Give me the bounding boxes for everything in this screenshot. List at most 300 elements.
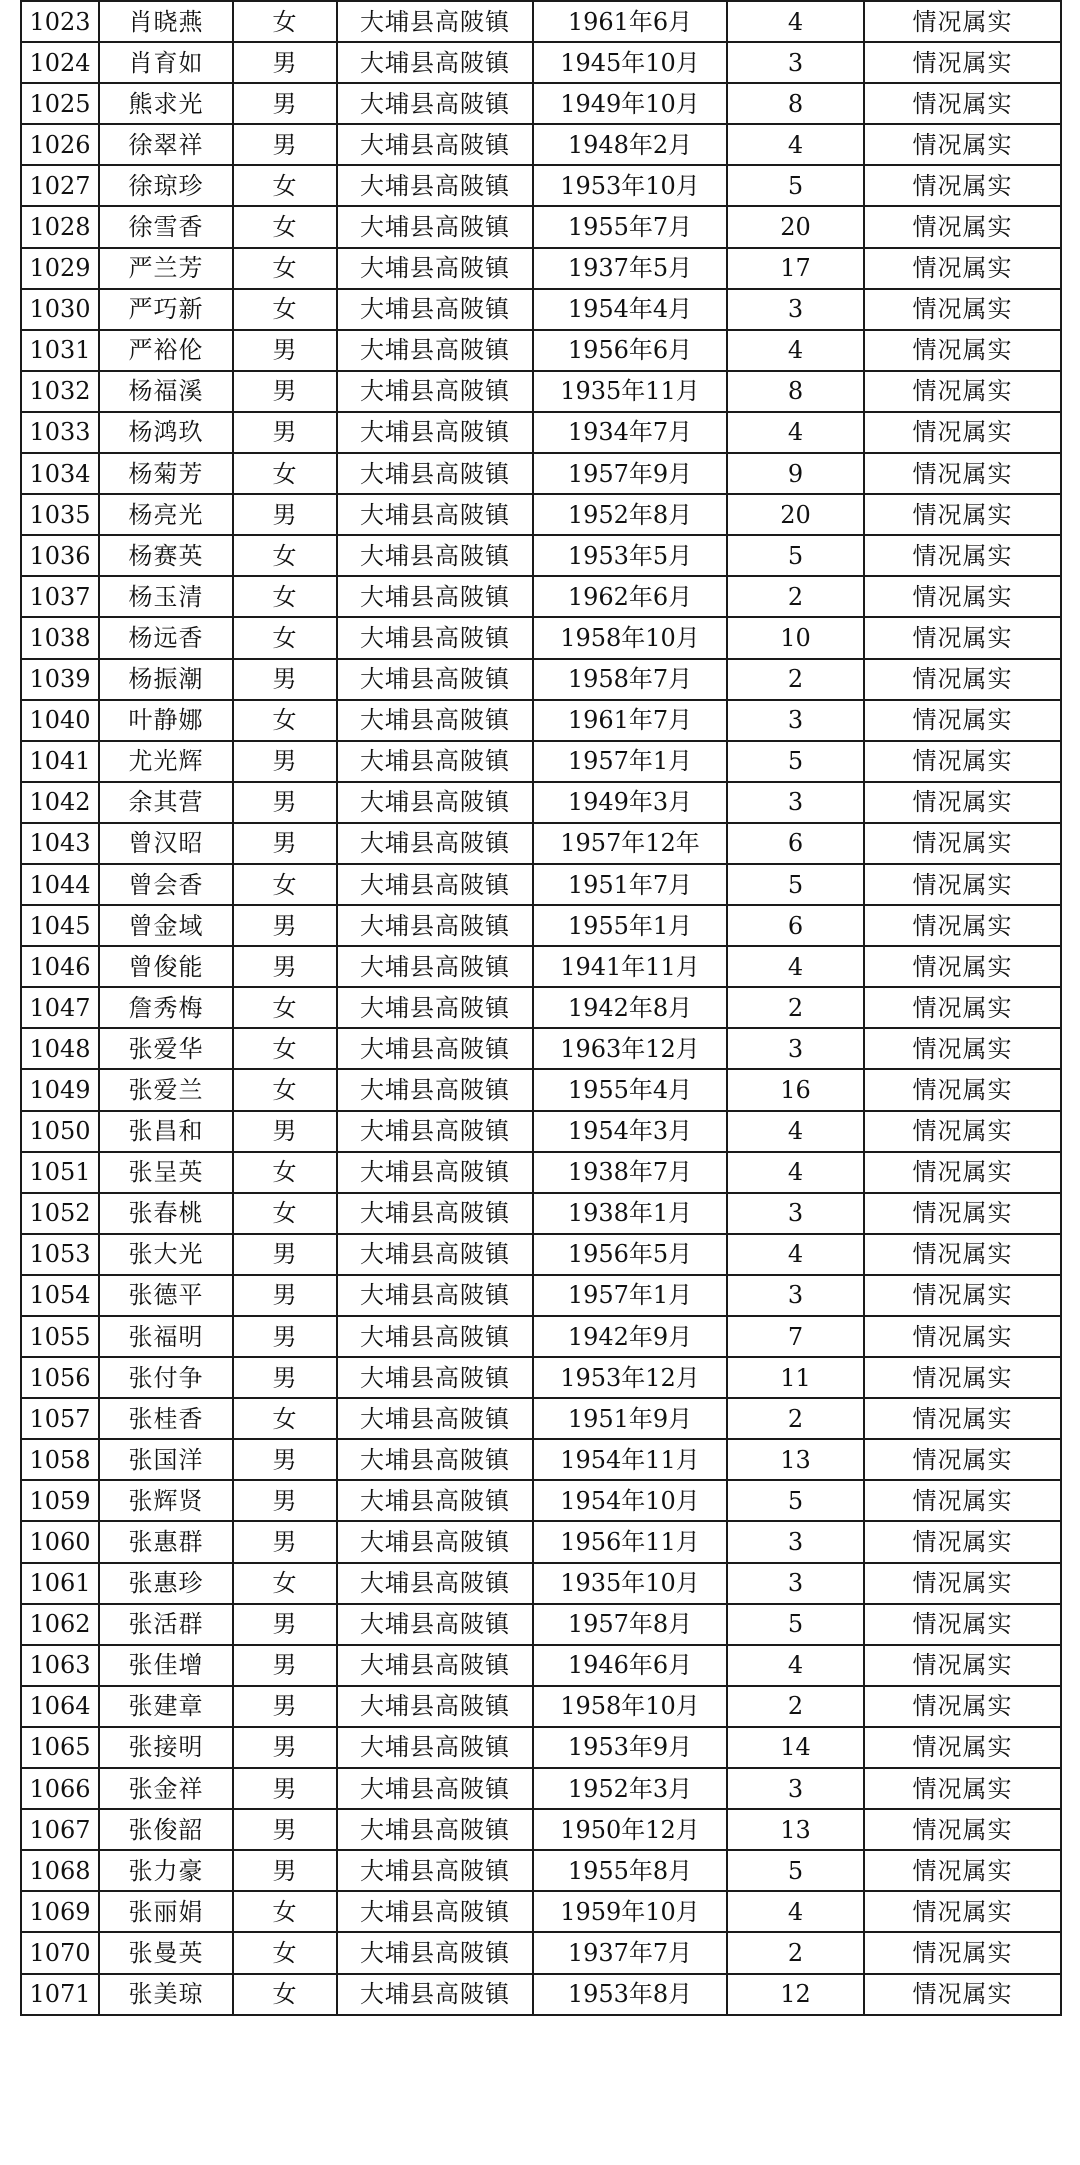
table-row — [21, 412, 1061, 453]
count-cell: 2 — [727, 1398, 864, 1439]
serial-number-cell: 1046 — [21, 946, 99, 987]
table-row — [21, 494, 1061, 535]
sex-cell: 男 — [233, 1234, 337, 1275]
count-cell: 16 — [727, 1069, 864, 1110]
serial-number-cell: 1065 — [21, 1727, 99, 1768]
name-cell: 熊求光 — [99, 83, 233, 124]
status-cell: 情况属实 — [864, 1645, 1061, 1686]
place-cell: 大埔县高陂镇 — [337, 124, 533, 165]
table-row — [21, 371, 1061, 412]
birth-date-cell: 1958年7月 — [533, 659, 727, 700]
sex-cell: 男 — [233, 1727, 337, 1768]
place-cell: 大埔县高陂镇 — [337, 1234, 533, 1275]
status-cell: 情况属实 — [864, 1891, 1061, 1932]
birth-date-cell: 1951年7月 — [533, 864, 727, 905]
serial-number-cell: 1040 — [21, 700, 99, 741]
name-cell: 张美琼 — [99, 1974, 233, 2015]
sex-cell: 男 — [233, 124, 337, 165]
status-cell: 情况属实 — [864, 659, 1061, 700]
status-cell: 情况属实 — [864, 1316, 1061, 1357]
place-cell: 大埔县高陂镇 — [337, 1932, 533, 1973]
status-cell: 情况属实 — [864, 1809, 1061, 1850]
serial-number-cell: 1054 — [21, 1275, 99, 1316]
table-row — [21, 1028, 1061, 1069]
birth-date-cell: 1950年12月 — [533, 1809, 727, 1850]
sex-cell: 女 — [233, 987, 337, 1028]
birth-date-cell: 1951年9月 — [533, 1398, 727, 1439]
table-row — [21, 1850, 1061, 1891]
serial-number-cell: 1058 — [21, 1439, 99, 1480]
status-cell: 情况属实 — [864, 946, 1061, 987]
sex-cell: 男 — [233, 905, 337, 946]
place-cell: 大埔县高陂镇 — [337, 1604, 533, 1645]
name-cell: 徐琼珍 — [99, 165, 233, 206]
place-cell: 大埔县高陂镇 — [337, 700, 533, 741]
birth-date-cell: 1954年4月 — [533, 289, 727, 330]
sex-cell: 男 — [233, 1809, 337, 1850]
serial-number-cell: 1033 — [21, 412, 99, 453]
place-cell: 大埔县高陂镇 — [337, 535, 533, 576]
sex-cell: 男 — [233, 1850, 337, 1891]
count-cell: 3 — [727, 42, 864, 83]
birth-date-cell: 1959年10月 — [533, 1891, 727, 1932]
count-cell: 5 — [727, 165, 864, 206]
table-row — [21, 823, 1061, 864]
serial-number-cell: 1037 — [21, 576, 99, 617]
serial-number-cell: 1050 — [21, 1111, 99, 1152]
place-cell: 大埔县高陂镇 — [337, 659, 533, 700]
sex-cell: 男 — [233, 1604, 337, 1645]
name-cell: 曾金域 — [99, 905, 233, 946]
table-row — [21, 165, 1061, 206]
status-cell: 情况属实 — [864, 1, 1061, 42]
count-cell: 4 — [727, 1234, 864, 1275]
serial-number-cell: 1069 — [21, 1891, 99, 1932]
count-cell: 3 — [727, 1768, 864, 1809]
serial-number-cell: 1035 — [21, 494, 99, 535]
count-cell: 20 — [727, 206, 864, 247]
place-cell: 大埔县高陂镇 — [337, 1439, 533, 1480]
place-cell: 大埔县高陂镇 — [337, 494, 533, 535]
place-cell: 大埔县高陂镇 — [337, 1152, 533, 1193]
serial-number-cell: 1032 — [21, 371, 99, 412]
birth-date-cell: 1938年7月 — [533, 1152, 727, 1193]
birth-date-cell: 1953年9月 — [533, 1727, 727, 1768]
place-cell: 大埔县高陂镇 — [337, 206, 533, 247]
name-cell: 曾汉昭 — [99, 823, 233, 864]
table-row — [21, 124, 1061, 165]
name-cell: 曾会香 — [99, 864, 233, 905]
count-cell: 4 — [727, 1, 864, 42]
status-cell: 情况属实 — [864, 453, 1061, 494]
place-cell: 大埔县高陂镇 — [337, 1069, 533, 1110]
serial-number-cell: 1063 — [21, 1645, 99, 1686]
status-cell: 情况属实 — [864, 617, 1061, 658]
name-cell: 张昌和 — [99, 1111, 233, 1152]
place-cell: 大埔县高陂镇 — [337, 1480, 533, 1521]
status-cell: 情况属实 — [864, 987, 1061, 1028]
table-row — [21, 42, 1061, 83]
birth-date-cell: 1962年6月 — [533, 576, 727, 617]
name-cell: 张活群 — [99, 1604, 233, 1645]
status-cell: 情况属实 — [864, 1563, 1061, 1604]
table-row — [21, 206, 1061, 247]
table-row — [21, 1275, 1061, 1316]
birth-date-cell: 1957年9月 — [533, 453, 727, 494]
name-cell: 张呈英 — [99, 1152, 233, 1193]
name-cell: 肖晓燕 — [99, 1, 233, 42]
serial-number-cell: 1059 — [21, 1480, 99, 1521]
count-cell: 4 — [727, 1111, 864, 1152]
status-cell: 情况属实 — [864, 124, 1061, 165]
name-cell: 杨远香 — [99, 617, 233, 658]
status-cell: 情况属实 — [864, 700, 1061, 741]
place-cell: 大埔县高陂镇 — [337, 987, 533, 1028]
place-cell: 大埔县高陂镇 — [337, 1275, 533, 1316]
name-cell: 杨福溪 — [99, 371, 233, 412]
birth-date-cell: 1963年12月 — [533, 1028, 727, 1069]
birth-date-cell: 1935年10月 — [533, 1563, 727, 1604]
sex-cell: 女 — [233, 700, 337, 741]
name-cell: 张惠珍 — [99, 1563, 233, 1604]
roster-table-body — [21, 1, 1061, 2015]
table-row — [21, 1357, 1061, 1398]
serial-number-cell: 1055 — [21, 1316, 99, 1357]
place-cell: 大埔县高陂镇 — [337, 823, 533, 864]
serial-number-cell: 1057 — [21, 1398, 99, 1439]
status-cell: 情况属实 — [864, 823, 1061, 864]
sex-cell: 女 — [233, 1069, 337, 1110]
status-cell: 情况属实 — [864, 1480, 1061, 1521]
birth-date-cell: 1937年5月 — [533, 248, 727, 289]
count-cell: 17 — [727, 248, 864, 289]
name-cell: 徐雪香 — [99, 206, 233, 247]
sex-cell: 男 — [233, 1316, 337, 1357]
count-cell: 14 — [727, 1727, 864, 1768]
serial-number-cell: 1024 — [21, 42, 99, 83]
name-cell: 叶静娜 — [99, 700, 233, 741]
place-cell: 大埔县高陂镇 — [337, 1111, 533, 1152]
table-row — [21, 1727, 1061, 1768]
sex-cell: 女 — [233, 453, 337, 494]
sex-cell: 男 — [233, 741, 337, 782]
sex-cell: 女 — [233, 289, 337, 330]
name-cell: 张建章 — [99, 1686, 233, 1727]
name-cell: 张大光 — [99, 1234, 233, 1275]
status-cell: 情况属实 — [864, 1974, 1061, 2015]
sex-cell: 男 — [233, 1111, 337, 1152]
status-cell: 情况属实 — [864, 1152, 1061, 1193]
table-row — [21, 1563, 1061, 1604]
birth-date-cell: 1961年6月 — [533, 1, 727, 42]
count-cell: 7 — [727, 1316, 864, 1357]
name-cell: 张春桃 — [99, 1193, 233, 1234]
table-row — [21, 1439, 1061, 1480]
count-cell: 6 — [727, 823, 864, 864]
table-row — [21, 248, 1061, 289]
serial-number-cell: 1041 — [21, 741, 99, 782]
table-row — [21, 617, 1061, 658]
status-cell: 情况属实 — [864, 576, 1061, 617]
place-cell: 大埔县高陂镇 — [337, 330, 533, 371]
count-cell: 11 — [727, 1357, 864, 1398]
status-cell: 情况属实 — [864, 1234, 1061, 1275]
status-cell: 情况属实 — [864, 206, 1061, 247]
place-cell: 大埔县高陂镇 — [337, 371, 533, 412]
table-row — [21, 1932, 1061, 1973]
table-row — [21, 987, 1061, 1028]
place-cell: 大埔县高陂镇 — [337, 576, 533, 617]
table-row — [21, 1974, 1061, 2015]
roster-table — [20, 0, 1062, 2016]
table-row — [21, 946, 1061, 987]
table-row — [21, 535, 1061, 576]
serial-number-cell: 1049 — [21, 1069, 99, 1110]
table-row — [21, 1316, 1061, 1357]
sex-cell: 男 — [233, 1275, 337, 1316]
birth-date-cell: 1934年7月 — [533, 412, 727, 453]
table-row — [21, 1111, 1061, 1152]
place-cell: 大埔县高陂镇 — [337, 1521, 533, 1562]
birth-date-cell: 1949年10月 — [533, 83, 727, 124]
sex-cell: 男 — [233, 42, 337, 83]
status-cell: 情况属实 — [864, 1768, 1061, 1809]
table-row — [21, 700, 1061, 741]
place-cell: 大埔县高陂镇 — [337, 1028, 533, 1069]
birth-date-cell: 1956年6月 — [533, 330, 727, 371]
sex-cell: 男 — [233, 1645, 337, 1686]
name-cell: 张福明 — [99, 1316, 233, 1357]
serial-number-cell: 1038 — [21, 617, 99, 658]
count-cell: 3 — [727, 1275, 864, 1316]
count-cell: 3 — [727, 1193, 864, 1234]
sex-cell: 男 — [233, 1521, 337, 1562]
serial-number-cell: 1036 — [21, 535, 99, 576]
serial-number-cell: 1064 — [21, 1686, 99, 1727]
table-row — [21, 1645, 1061, 1686]
count-cell: 4 — [727, 1891, 864, 1932]
sex-cell: 男 — [233, 782, 337, 823]
serial-number-cell: 1026 — [21, 124, 99, 165]
count-cell: 2 — [727, 1932, 864, 1973]
name-cell: 张接明 — [99, 1727, 233, 1768]
name-cell: 杨赛英 — [99, 535, 233, 576]
table-row — [21, 1891, 1061, 1932]
status-cell: 情况属实 — [864, 165, 1061, 206]
serial-number-cell: 1023 — [21, 1, 99, 42]
status-cell: 情况属实 — [864, 864, 1061, 905]
sex-cell: 男 — [233, 1439, 337, 1480]
table-row — [21, 741, 1061, 782]
serial-number-cell: 1043 — [21, 823, 99, 864]
name-cell: 张付争 — [99, 1357, 233, 1398]
status-cell: 情况属实 — [864, 1398, 1061, 1439]
table-row — [21, 1193, 1061, 1234]
place-cell: 大埔县高陂镇 — [337, 905, 533, 946]
birth-date-cell: 1949年3月 — [533, 782, 727, 823]
status-cell: 情况属实 — [864, 371, 1061, 412]
count-cell: 10 — [727, 617, 864, 658]
birth-date-cell: 1954年3月 — [533, 1111, 727, 1152]
birth-date-cell: 1952年3月 — [533, 1768, 727, 1809]
sex-cell: 男 — [233, 1768, 337, 1809]
serial-number-cell: 1029 — [21, 248, 99, 289]
place-cell: 大埔县高陂镇 — [337, 1398, 533, 1439]
place-cell: 大埔县高陂镇 — [337, 1645, 533, 1686]
sex-cell: 男 — [233, 83, 337, 124]
name-cell: 杨玉清 — [99, 576, 233, 617]
count-cell: 5 — [727, 864, 864, 905]
name-cell: 严裕伦 — [99, 330, 233, 371]
place-cell: 大埔县高陂镇 — [337, 42, 533, 83]
status-cell: 情况属实 — [864, 83, 1061, 124]
sex-cell: 女 — [233, 576, 337, 617]
status-cell: 情况属实 — [864, 248, 1061, 289]
sex-cell: 女 — [233, 1028, 337, 1069]
name-cell: 杨鸿玖 — [99, 412, 233, 453]
sex-cell: 男 — [233, 946, 337, 987]
serial-number-cell: 1044 — [21, 864, 99, 905]
sex-cell: 女 — [233, 535, 337, 576]
count-cell: 3 — [727, 1028, 864, 1069]
serial-number-cell: 1028 — [21, 206, 99, 247]
serial-number-cell: 1052 — [21, 1193, 99, 1234]
place-cell: 大埔县高陂镇 — [337, 453, 533, 494]
birth-date-cell: 1942年8月 — [533, 987, 727, 1028]
status-cell: 情况属实 — [864, 1028, 1061, 1069]
name-cell: 张爱兰 — [99, 1069, 233, 1110]
sex-cell: 女 — [233, 1, 337, 42]
table-row — [21, 864, 1061, 905]
birth-date-cell: 1958年10月 — [533, 617, 727, 658]
table-row — [21, 1152, 1061, 1193]
name-cell: 张丽娟 — [99, 1891, 233, 1932]
sex-cell: 女 — [233, 248, 337, 289]
birth-date-cell: 1941年11月 — [533, 946, 727, 987]
table-row — [21, 659, 1061, 700]
serial-number-cell: 1067 — [21, 1809, 99, 1850]
count-cell: 4 — [727, 330, 864, 371]
birth-date-cell: 1955年7月 — [533, 206, 727, 247]
name-cell: 张俊韶 — [99, 1809, 233, 1850]
count-cell: 5 — [727, 741, 864, 782]
birth-date-cell: 1942年9月 — [533, 1316, 727, 1357]
birth-date-cell: 1953年12月 — [533, 1357, 727, 1398]
serial-number-cell: 1034 — [21, 453, 99, 494]
table-row — [21, 453, 1061, 494]
status-cell: 情况属实 — [864, 330, 1061, 371]
name-cell: 杨菊芳 — [99, 453, 233, 494]
serial-number-cell: 1048 — [21, 1028, 99, 1069]
count-cell: 5 — [727, 1604, 864, 1645]
serial-number-cell: 1030 — [21, 289, 99, 330]
count-cell: 3 — [727, 700, 864, 741]
sex-cell: 女 — [233, 165, 337, 206]
sex-cell: 男 — [233, 1357, 337, 1398]
table-row — [21, 289, 1061, 330]
name-cell: 张爱华 — [99, 1028, 233, 1069]
count-cell: 8 — [727, 371, 864, 412]
birth-date-cell: 1953年10月 — [533, 165, 727, 206]
place-cell: 大埔县高陂镇 — [337, 782, 533, 823]
count-cell: 9 — [727, 453, 864, 494]
table-row — [21, 1604, 1061, 1645]
name-cell: 曾俊能 — [99, 946, 233, 987]
birth-date-cell: 1935年11月 — [533, 371, 727, 412]
sex-cell: 女 — [233, 1974, 337, 2015]
status-cell: 情况属实 — [864, 1850, 1061, 1891]
name-cell: 杨亮光 — [99, 494, 233, 535]
name-cell: 严兰芳 — [99, 248, 233, 289]
sex-cell: 男 — [233, 494, 337, 535]
sex-cell: 男 — [233, 371, 337, 412]
status-cell: 情况属实 — [864, 1727, 1061, 1768]
status-cell: 情况属实 — [864, 1439, 1061, 1480]
serial-number-cell: 1060 — [21, 1521, 99, 1562]
serial-number-cell: 1068 — [21, 1850, 99, 1891]
sex-cell: 女 — [233, 1152, 337, 1193]
birth-date-cell: 1953年5月 — [533, 535, 727, 576]
count-cell: 5 — [727, 535, 864, 576]
name-cell: 张金祥 — [99, 1768, 233, 1809]
status-cell: 情况属实 — [864, 1069, 1061, 1110]
name-cell: 杨振潮 — [99, 659, 233, 700]
birth-date-cell: 1957年12年 — [533, 823, 727, 864]
name-cell: 张桂香 — [99, 1398, 233, 1439]
birth-date-cell: 1952年8月 — [533, 494, 727, 535]
count-cell: 13 — [727, 1439, 864, 1480]
count-cell: 5 — [727, 1480, 864, 1521]
status-cell: 情况属实 — [864, 1521, 1061, 1562]
name-cell: 徐翠祥 — [99, 124, 233, 165]
birth-date-cell: 1955年1月 — [533, 905, 727, 946]
place-cell: 大埔县高陂镇 — [337, 1768, 533, 1809]
place-cell: 大埔县高陂镇 — [337, 1, 533, 42]
place-cell: 大埔县高陂镇 — [337, 1686, 533, 1727]
table-row — [21, 1234, 1061, 1275]
place-cell: 大埔县高陂镇 — [337, 741, 533, 782]
name-cell: 肖育如 — [99, 42, 233, 83]
table-row — [21, 83, 1061, 124]
birth-date-cell: 1957年8月 — [533, 1604, 727, 1645]
status-cell: 情况属实 — [864, 289, 1061, 330]
place-cell: 大埔县高陂镇 — [337, 1316, 533, 1357]
sex-cell: 男 — [233, 330, 337, 371]
sex-cell: 男 — [233, 659, 337, 700]
count-cell: 12 — [727, 1974, 864, 2015]
name-cell: 张惠群 — [99, 1521, 233, 1562]
serial-number-cell: 1027 — [21, 165, 99, 206]
place-cell: 大埔县高陂镇 — [337, 1727, 533, 1768]
table-row — [21, 1809, 1061, 1850]
table-row — [21, 1768, 1061, 1809]
count-cell: 4 — [727, 1645, 864, 1686]
table-row — [21, 1398, 1061, 1439]
status-cell: 情况属实 — [864, 1357, 1061, 1398]
serial-number-cell: 1042 — [21, 782, 99, 823]
serial-number-cell: 1071 — [21, 1974, 99, 2015]
sex-cell: 女 — [233, 206, 337, 247]
birth-date-cell: 1956年5月 — [533, 1234, 727, 1275]
table-row — [21, 782, 1061, 823]
status-cell: 情况属实 — [864, 1193, 1061, 1234]
serial-number-cell: 1025 — [21, 83, 99, 124]
birth-date-cell: 1955年4月 — [533, 1069, 727, 1110]
birth-date-cell: 1957年1月 — [533, 1275, 727, 1316]
birth-date-cell: 1945年10月 — [533, 42, 727, 83]
name-cell: 张辉贤 — [99, 1480, 233, 1521]
serial-number-cell: 1056 — [21, 1357, 99, 1398]
